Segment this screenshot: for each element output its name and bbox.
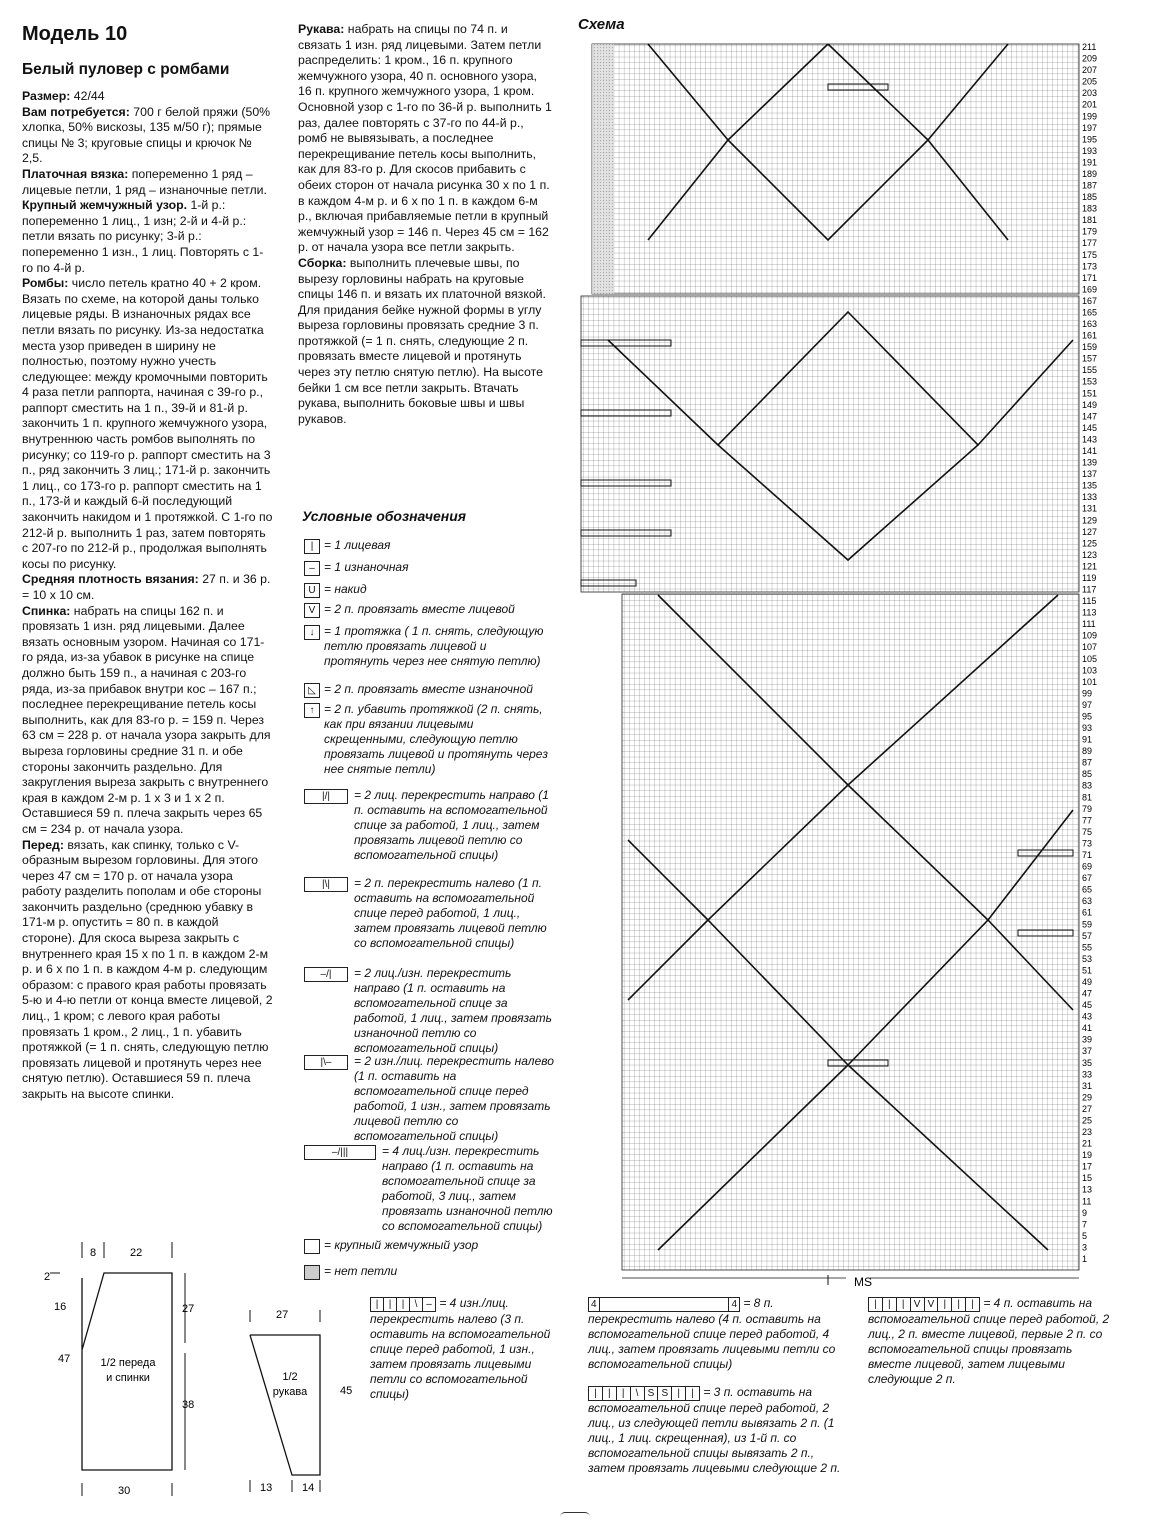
legend-text: = 2 п. перекрестить налево (1 п. оставить на вспомогательной спице перед работой, 1 лиц., затем провязать лицевой петлю со вспомогательной спицы) — [354, 876, 547, 950]
dim-47: 47 — [58, 1353, 71, 1365]
col1-text: 1-й р.: попеременно 1 лиц., 1 изн; 2-й и 4-й р.: петли вязать по рисунку; 3-й р.: попеременно 1 изн., 1 лиц. Повторять с 1-го по 4-й р. — [22, 198, 264, 275]
pattern-front-back — [40, 1238, 240, 1508]
legend-text: = 1 протяжка ( 1 п. снять, следующую петлю провязать лицевой и протянуть через нее снятую петлю) — [324, 624, 544, 668]
row-number: 15 — [1082, 1173, 1093, 1184]
sleeve-dim-45: 45 — [340, 1385, 353, 1397]
row-number: 187 — [1082, 180, 1098, 191]
row-number: 39 — [1082, 1034, 1093, 1045]
col1-paragraph — [22, 604, 274, 838]
row-number: 107 — [1082, 642, 1098, 653]
instructions-middle — [298, 22, 552, 427]
col2-text: выполнить плечевые швы, по вырезу горловины набрать на круговые спицы 146 п. и вязать их платочной вязкой. Для придания бейке нужной формы в углу выреза горловины провязать средние 3 п. протяжкой (= 1 п. снять, следующие 2 п. провязать вместе лицевой и протянуть через эту петлю снятую петлю). На высоте бейки 1 см все петли закрыть. Втачать рукава, выполнить боковые швы и швы рукавов. — [298, 255, 546, 426]
row-number: 157 — [1082, 353, 1098, 364]
row-number: 29 — [1082, 1092, 1093, 1103]
dim-2: 2 — [44, 1271, 51, 1283]
legend-item — [304, 560, 554, 576]
sleeve-dim-13: 13 — [260, 1482, 273, 1494]
cross-3-increase-icon: | | | \ S S | | — [588, 1386, 700, 1401]
row-number: 199 — [1082, 111, 1098, 122]
legend-title: Условные обозначения — [302, 508, 467, 524]
row-number: 137 — [1082, 469, 1098, 480]
row-number: 143 — [1082, 434, 1098, 445]
legend-text: = 2 лиц. перекрестить направо (1 п. оставить на вспомогательной спице за работой, 1 лиц., затем провязать лицевой петлю со вспомогательной спицы) — [354, 788, 549, 862]
row-number: 105 — [1082, 653, 1098, 664]
row-number: 189 — [1082, 168, 1098, 179]
legend-symbol-icon: –/||| — [304, 1145, 376, 1160]
sleeve-label-2: рукава — [272, 1386, 308, 1398]
row-number: 91 — [1082, 734, 1093, 745]
row-number: 145 — [1082, 422, 1098, 433]
legend-symbol-icon: | — [304, 539, 320, 554]
legend-text: = накид — [324, 582, 367, 596]
row-number: 123 — [1082, 549, 1098, 560]
sleeve-dim-27: 27 — [276, 1309, 289, 1321]
col1-paragraph — [22, 167, 274, 198]
row-number: 67 — [1082, 873, 1093, 884]
row-number: 37 — [1082, 1046, 1093, 1057]
legend-item — [304, 1144, 554, 1234]
legend-text: = 1 изнаночная — [324, 560, 409, 574]
row-number: 71 — [1082, 850, 1093, 860]
row-number: 109 — [1082, 630, 1098, 641]
legend-symbol-icon: U — [304, 583, 320, 598]
row-number: 3 — [1082, 1242, 1088, 1253]
legend-item — [304, 602, 554, 618]
note-cross-4 — [868, 1296, 1118, 1387]
legend-symbol-icon: ◺ — [304, 683, 320, 698]
legend-text: = 2 изн./лиц. перекрестить налево (1 п. оставить на вспомогательной спице перед работой, 1 изн., затем провязать лицевой петлю со вспомогательной спицы) — [354, 1054, 554, 1143]
legend-symbol-icon — [304, 1239, 320, 1254]
col1-paragraph — [22, 89, 274, 105]
legend — [304, 538, 560, 1298]
model-title: Модель 10 — [22, 23, 128, 45]
row-number: 127 — [1082, 526, 1098, 537]
col1-text: попеременно 1 ряд – лицевые петли, 1 ряд – изнаночные петли. — [22, 166, 267, 197]
row-number: 47 — [1082, 988, 1093, 999]
row-number: 185 — [1082, 192, 1098, 203]
dim-27: 27 — [182, 1303, 195, 1315]
legend-symbol-icon: V — [304, 603, 320, 618]
row-number: 19 — [1082, 1150, 1093, 1161]
row-number: 151 — [1082, 388, 1098, 399]
row-number: 159 — [1082, 342, 1098, 353]
col2-paragraph — [298, 22, 552, 256]
row-number: 31 — [1082, 1080, 1093, 1091]
row-number: 61 — [1082, 907, 1093, 918]
legend-extra — [370, 1296, 560, 1402]
row-number: 115 — [1082, 596, 1097, 607]
row-number: 139 — [1082, 457, 1098, 468]
row-number: 113 — [1082, 607, 1097, 618]
note-cross-3-text: = 3 п. оставить на вспомогательной спице перед работой, 2 лиц., из следующей петли вывязать 2 п. (1 лиц., 1 лиц. скрещенная), из 1-й п. со вспомогательной спицы вывязать 2 п., затем провязать лицевыми следующие 2 п. — [588, 1385, 841, 1475]
row-number: 7 — [1082, 1219, 1088, 1230]
row-number: 211 — [1082, 42, 1097, 52]
row-number: 173 — [1082, 261, 1098, 272]
col1-paragraph — [22, 198, 274, 276]
col1-text: 42/44 — [70, 89, 105, 103]
row-number: 195 — [1082, 134, 1098, 145]
row-number: 155 — [1082, 365, 1098, 376]
note-cross-3 — [588, 1385, 848, 1476]
row-number: 125 — [1082, 538, 1098, 549]
col1-heading: Ромбы: — [22, 276, 69, 291]
row-number: 51 — [1082, 965, 1093, 976]
row-number: 27 — [1082, 1103, 1093, 1114]
col1-heading: Перед: — [22, 837, 64, 852]
row-number: 63 — [1082, 896, 1093, 907]
cross-8-left-icon: 4 4 — [588, 1297, 740, 1312]
row-number: 103 — [1082, 665, 1098, 676]
row-number: 201 — [1082, 99, 1098, 110]
col1-text: вязать, как спинку, только с V-образным вырезом горловины. Для этого через 47 см = 170 р. от начала узора работу разделить пополам и обе стороны закончить раздельно (среднюю убавку в 171-м р. опустить = 80 п. в каждой стороне). Для скоса выреза закрыть с внутреннего края 15 х по 1 п. в каждом 2-м р. и 6 х по 1 п. в каждом 4-м р. следующим образом: с правого края работы провязать 5-ю и 4-ю петли от конца вместе лицевой, 2 лиц., 1 кром; с левого края работы провязать 1 кром., 2 лиц., 1 п. убавить протяжкой (= 1 п. снять, следующую петлю провязать лицевой и протянуть через нее снятую петлю). Оставшиеся 59 п. плеча закрыть на высоте спинки. — [22, 837, 273, 1101]
row-number: 21 — [1082, 1138, 1093, 1149]
legend-text: = нет петли — [324, 1264, 398, 1278]
row-number: 35 — [1082, 1057, 1093, 1068]
cross-4-decrease-icon: | | | V V | | | — [868, 1297, 980, 1312]
row-number: 87 — [1082, 757, 1093, 768]
column-left — [22, 22, 274, 1103]
col1-text: 27 п. и 36 р. = 10 х 10 см. — [22, 572, 271, 602]
note-cross-8 — [588, 1296, 848, 1372]
row-number: 93 — [1082, 723, 1093, 734]
row-number: 135 — [1082, 480, 1098, 491]
row-number: 205 — [1082, 76, 1098, 87]
col2-text: набрать на спицы по 74 п. и связать 1 изн. ряд лицевыми. Затем петли распределить: 1 кром., 16 п. крупного жемчужного узора, 40 п. основного узора, 16 п. крупного жемчужного узора, 1 кром. Основной узор с 1-го по 36-й р. выполнить 1 раз, далее повторять с 37-го по 44-й р., ромб не вывязывать, а последнее перекрещивание петель косы выполнить, как для 83-го р. Для скосов прибавить с обеих сторон от начала рисунка 30 х по 1 п. в каждом 4-м р. и 6 х по 1 п. в каждом 6-м р., включая прибавляемые петли в крупный жемчужный узор = 146 п. Через 45 см = 162 р. от начала узора все петли закрыть. — [298, 22, 552, 255]
row-number: 131 — [1082, 503, 1098, 514]
row-number: 23 — [1082, 1127, 1093, 1138]
legend-item — [304, 702, 554, 777]
legend-item — [304, 1054, 554, 1144]
row-number: 193 — [1082, 145, 1098, 156]
legend-symbol-icon: ↓ — [304, 625, 320, 640]
row-number: 169 — [1082, 284, 1098, 295]
note-cross-8-text: = 8 п. перекрестить налево (4 п. оставить на вспомогательной спице перед работой, 4 лиц., затем провязать лицевыми петли со вспомогательной спицы) — [588, 1296, 836, 1371]
legend-text: = 2 лиц./изн. перекрестить направо (1 п. оставить на вспомогательной спице за работой, 1 лиц., затем провязать изнаночной петлю со вспомогательной спицы) — [354, 966, 552, 1055]
page-mark — [560, 1512, 590, 1517]
col1-heading: Средняя плотность вязания: — [22, 572, 199, 587]
row-number: 147 — [1082, 411, 1098, 422]
row-number: 75 — [1082, 826, 1093, 837]
row-number: 99 — [1082, 688, 1093, 699]
col1-text: набрать на спицы 162 п. и провязать 1 изн. ряд лицевыми. Далее вязать основным узором. Начиная со 171-го ряда, из-за убавок в рисунке на спице должно быть 159 п., а начиная с 203-го ряда, из-за прибавок внутри кос – 167 п.; последнее перекрещивание петель косы выполнить, как для 83-го р. = 159 п. Через 63 см = 228 р. от начала узора закрыть для выреза горловины средние 31 п. и обе стороны закончить раздельно. Для закругления выреза закрыть с внутреннего края в каждом 2-м р. 1 х 3 и 1 х 2 п. Оставшиеся 59 п. плеча закрыть через 65 см = 234 р. от начала узора. — [22, 603, 271, 836]
note-cross-4-text: = 4 п. оставить на вспомогательной спице перед работой, 2 лиц., 2 п. вместе лицевой, первые 2 п. со вспомогательной спицы провязать вместе лицевой, затем лицевыми следующие 2 п. — [868, 1296, 1110, 1386]
pattern-sleeve — [240, 1290, 380, 1510]
row-number: 45 — [1082, 1000, 1093, 1011]
row-number: 161 — [1082, 330, 1098, 341]
row-number: 129 — [1082, 515, 1098, 526]
row-number: 33 — [1082, 1069, 1093, 1080]
row-number: 197 — [1082, 122, 1098, 133]
legend-text: = 2 п. провязать вместе лицевой — [324, 602, 515, 616]
legend-item — [304, 1238, 554, 1254]
row-number: 25 — [1082, 1115, 1093, 1126]
row-number: 181 — [1082, 215, 1098, 226]
row-number: 207 — [1082, 65, 1098, 76]
row-number: 49 — [1082, 976, 1093, 987]
legend-item — [304, 582, 554, 598]
knitting-chart — [578, 40, 1098, 1300]
row-number: 59 — [1082, 919, 1093, 930]
dim-38: 38 — [182, 1399, 195, 1411]
model-subtitle: Белый пуловер с ромбами — [22, 61, 230, 78]
pattern-front-label-1: 1/2 переда — [100, 1357, 156, 1369]
row-number: 43 — [1082, 1011, 1093, 1022]
legend-text: = крупный жемчужный узор — [324, 1238, 479, 1252]
row-number: 5 — [1082, 1230, 1088, 1241]
row-number: 55 — [1082, 942, 1093, 953]
col1-heading: Размер: — [22, 89, 71, 103]
dim-16: 16 — [54, 1301, 67, 1313]
legend-text: = 2 п. провязать вместе изнаночной — [324, 682, 533, 696]
legend-extra-text: = 4 изн./лиц. перекрестить налево (3 п. оставить на вспомогательной спице перед работой, 1 изн., затем провязать лицевыми петли со вспомогательной спицы) — [370, 1296, 551, 1401]
row-number: 83 — [1082, 780, 1093, 791]
row-number: 73 — [1082, 838, 1093, 849]
legend-item — [304, 624, 554, 669]
cross-4-left-icon: | | | \ – — [370, 1297, 436, 1312]
legend-item — [304, 966, 554, 1056]
legend-symbol-icon: |\| — [304, 877, 348, 892]
pattern-front-label-2: и спинки — [106, 1372, 150, 1384]
row-number: 101 — [1082, 676, 1098, 687]
column-middle — [298, 22, 552, 427]
schema-title: Схема — [578, 16, 625, 33]
legend-text: = 4 лиц./изн. перекрестить направо (1 п. оставить на вспомогательной спице за работой, 3 лиц., затем провязать изнаночной петлю со вспомогательной спицы) — [382, 1144, 553, 1233]
row-number: 77 — [1082, 815, 1093, 826]
row-number: 209 — [1082, 53, 1098, 64]
row-number: 141 — [1082, 446, 1098, 456]
col1-paragraph — [22, 276, 274, 572]
ms-label: MS — [854, 1275, 872, 1289]
sleeve-label-1: 1/2 — [282, 1371, 298, 1383]
legend-item — [304, 538, 554, 554]
legend-symbol-icon: –/| — [304, 967, 348, 982]
row-number: 79 — [1082, 803, 1093, 814]
row-number: 133 — [1082, 492, 1098, 503]
row-number: 111 — [1082, 619, 1096, 630]
instructions-left — [22, 89, 274, 1103]
row-number: 121 — [1082, 561, 1098, 572]
legend-symbol-icon: ↑ — [304, 703, 320, 718]
row-number: 153 — [1082, 376, 1098, 387]
row-number: 203 — [1082, 88, 1098, 99]
row-number: 95 — [1082, 711, 1093, 722]
row-number: 149 — [1082, 399, 1098, 410]
row-number: 41 — [1082, 1023, 1093, 1034]
col2-heading: Сборка: — [298, 255, 347, 270]
col1-text: 700 г белой пряжи (50% хлопка, 50% вискозы, 135 м/50 г); прямые спицы № 3; круговые спицы и крючок № 2,5. — [22, 104, 271, 166]
row-number: 85 — [1082, 769, 1093, 780]
row-number: 81 — [1082, 792, 1093, 803]
dim-30: 30 — [118, 1485, 131, 1497]
row-number: 11 — [1082, 1196, 1092, 1207]
row-number: 167 — [1082, 295, 1098, 306]
col1-paragraph — [22, 838, 274, 1103]
legend-text: = 2 п. убавить протяжкой (2 п. снять, как при вязании лицевыми скрещенными, следующую петлю провязать лицевой и протянуть через нее снятые петли) — [324, 702, 548, 776]
legend-symbol-icon: – — [304, 561, 320, 576]
col1-heading: Платочная вязка: — [22, 166, 129, 181]
row-number: 177 — [1082, 238, 1098, 249]
legend-symbol-icon: |/| — [304, 789, 348, 804]
row-number: 1 — [1082, 1254, 1088, 1264]
row-number: 97 — [1082, 699, 1093, 710]
row-number: 13 — [1082, 1184, 1093, 1195]
legend-item — [304, 876, 554, 951]
col1-paragraph — [22, 572, 274, 603]
row-number: 119 — [1082, 572, 1097, 583]
col2-heading: Рукава: — [298, 22, 345, 36]
legend-item — [304, 788, 554, 863]
row-number: 165 — [1082, 307, 1098, 318]
row-number: 69 — [1082, 861, 1093, 872]
legend-text: = 1 лицевая — [324, 538, 391, 552]
col1-paragraph — [22, 105, 274, 167]
row-number: 57 — [1082, 930, 1093, 941]
row-number: 191 — [1082, 157, 1098, 168]
sleeve-dim-14: 14 — [302, 1482, 315, 1494]
legend-item — [304, 682, 554, 698]
col1-heading: Крупный жемчужный узор. — [22, 198, 188, 213]
row-number: 183 — [1082, 203, 1098, 214]
legend-symbol-icon: |\– — [304, 1055, 348, 1070]
row-number: 175 — [1082, 249, 1098, 260]
row-number: 171 — [1082, 272, 1098, 283]
col1-heading: Вам потребуется: — [22, 104, 130, 119]
col1-text: число петель кратно 40 + 2 кром. Вязать по схеме, на которой даны только лицевые ряды. В изнаночных рядах все петли вязать по рисунку. Из-за недостатка места узор приведен в ширину не полностью, поэтому нужно учесть следующее: между кромочными повторить 4 раза петли раппорта, начиная с 39-го р., раппорт сместить на 1 п., 39-й и 81-й р. закончить 1 п. крупного жемчужного узора, внутреннюю часть ромбов выполнять по рисунку; со 119-го р. раппорт сместить на 3 п., ряд закончить 3 лиц.; 171-й р. закончить 1 лиц., со 173-го р. раппорт сместить на 1 п., 173-й и каждый 6-й последующий закончить накидом и 1 протяжкой. С 1-го по 212-й р. выполнить 1 раз, затем повторять с 207-го по 212-й р., продолжая выполнять косы по рисунку. — [22, 276, 273, 571]
col1-heading: Спинка: — [22, 603, 71, 618]
row-number: 117 — [1082, 584, 1097, 595]
row-number: 53 — [1082, 953, 1093, 964]
legend-symbol-icon — [304, 1265, 320, 1280]
row-number: 17 — [1082, 1161, 1093, 1172]
row-number: 163 — [1082, 319, 1098, 330]
dim-22: 22 — [130, 1247, 143, 1259]
dim-8: 8 — [90, 1247, 97, 1259]
legend-item — [304, 1264, 554, 1280]
row-number: 179 — [1082, 226, 1098, 237]
col2-paragraph — [298, 256, 552, 428]
row-number: 65 — [1082, 884, 1093, 895]
row-number: 89 — [1082, 746, 1093, 757]
row-number: 9 — [1082, 1207, 1088, 1218]
